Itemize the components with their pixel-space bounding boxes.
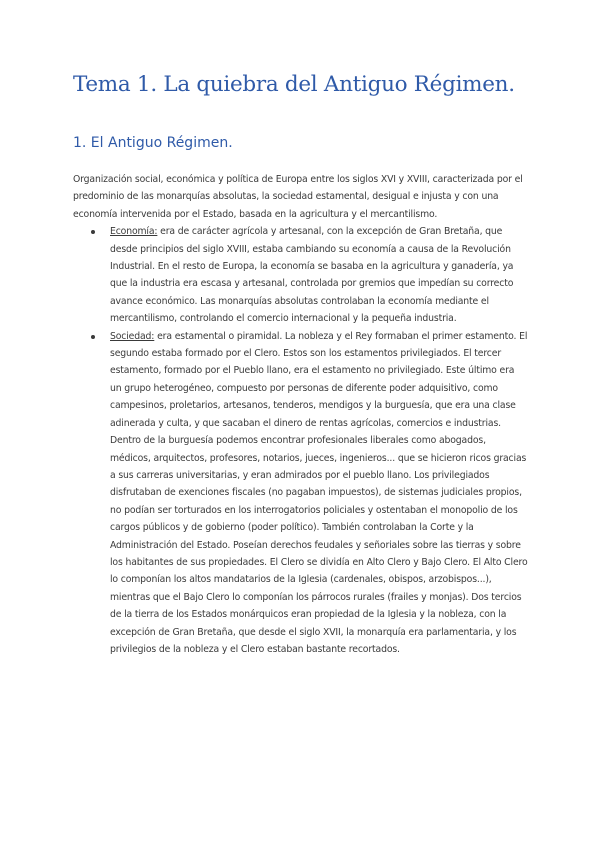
bullet-term: Sociedad: [110, 330, 155, 342]
bullet-term: Economía: [110, 226, 158, 238]
bullet-text: era estamental o piramidal. La nobleza y el Rey formaban el primer estamento. El segundo estaba formado por el Clero. Estos son los estamentos privilegiados. El tercer estamento, formado por el Pueblo llano, era el estamento no privilegiado. Este último era un grupo heterogéneo, compuesto por personas de diferente poder adquisitivo, como campesinos, proletarios, artesanos, tenderos, mendigos y la burguesía, que era una clase adinerada y culta, y que sacaban el dinero de rentas agrícolas, comercios e industrias. Dentro de la burguesía podemos encontrar profesionales liberales como abogados, médicos, arquitectos, profesores, notarios, jueces, ingenieros... que se hicieron ricos gracias a sus carreras universitarias, y eran admirados por el pueblo llano. Los privilegiados disfrutaban de exenciones fiscales (no pagaban impuestos), de sistemas judiciales propios, no podían ser torturados en los interrogatorios policiales y ostentaban el monopolio de los cargos públicos y de gobierno (poder político). También controlaban la Corte y la Administración del Estado. Poseían derechos feudales y señoriales sobre las tierras y sobre los habitantes de sus propiedades. El Clero se dividía en Alto Clero y Bajo Clero. El Alto Clero lo componían los altos mandatarios de la Iglesia (cardenales, obispos, arzobispos...), mientras que el Bajo Clero lo componían los párrocos rurales (frailes y monjas). Dos tercios de la tierra de los Estados monárquicos eran propiedad de la Iglesia y la nobleza, con la excepción de Gran Bretaña, que desde el siglo XVII, la monarquía era parlamentaria, y los privilegios de la nobleza y el Clero estaban bastante recortados. [110, 330, 528, 655]
section-heading: 1. El Antiguo Régimen. [73, 135, 233, 151]
list-item-sociedad [73, 328, 528, 659]
bullet-list [73, 223, 528, 658]
document-body [73, 171, 528, 658]
bullet-text: era de carácter agrícola y artesanal, con la excepción de Gran Bretaña, que desde principios del siglo XVIII, estaba cambiando su economía a causa de la Revolución Industrial. En el resto de Europa, la economía se basaba en la agricultura y ganadería, ya que la industria era escasa y artesanal, controlada por gremios que impedían su correcto avance económico. Las monarquías absolutas controlaban la economía mediante el mercantilismo, controlando el comercio internacional y la pequeña industria. [110, 226, 514, 325]
bullet-icon [91, 230, 95, 234]
intro-paragraph: Organización social, económica y política de Europa entre los siglos XVI y XVIII, caracterizada por el predominio de las monarquías absolutas, la sociedad estamental, desigual e injusta y con una economía intervenida por el Estado, basada en la agricultura y el mercantilismo. [73, 174, 523, 220]
page-title: Tema 1. La quiebra del Antiguo Régimen. [73, 72, 515, 97]
bullet-icon [91, 335, 95, 339]
list-item-economia [73, 223, 528, 327]
